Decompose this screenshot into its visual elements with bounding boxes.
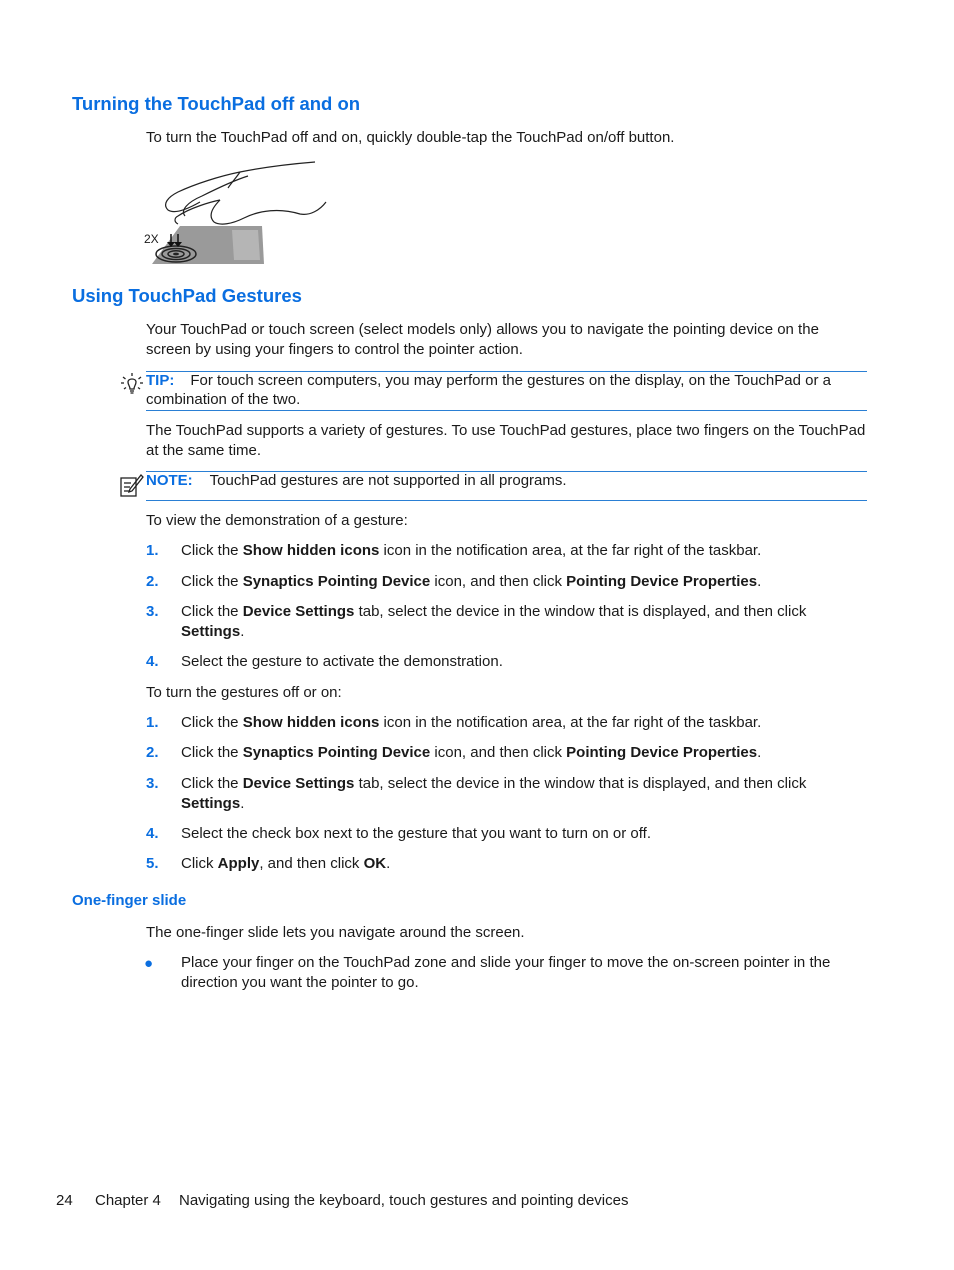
step-text: [181, 854, 871, 874]
step-emphasis: Device Settings: [242, 603, 355, 620]
step-text: [181, 541, 871, 561]
step-emphasis: Settings: [181, 795, 241, 812]
step-number: 2.: [146, 744, 159, 761]
tap-target-icon: [156, 246, 196, 262]
note-label: NOTE:: [146, 472, 193, 489]
hand-outline: [166, 162, 326, 224]
step-number: 3.: [146, 775, 159, 792]
step-emphasis: Settings: [181, 623, 241, 640]
step-text-part: , and then click: [259, 855, 364, 872]
step-number: 5.: [146, 855, 159, 872]
lightbulb-icon: [120, 372, 144, 398]
step-text-part: .: [386, 855, 391, 872]
step-text-part: icon, and then click: [430, 573, 567, 590]
step-text-part: icon in the notification area, at the far right of the taskbar.: [379, 714, 762, 731]
step-text-part: .: [757, 744, 762, 761]
step-text: [181, 743, 871, 763]
step-text-part: icon, and then click: [430, 744, 567, 761]
step-emphasis: Pointing Device Properties: [566, 573, 758, 590]
step-text: [181, 652, 871, 672]
step-text: [181, 824, 871, 844]
step-text-part: Click the: [181, 573, 243, 590]
step-text-part: .: [240, 795, 245, 812]
step-text-part: Click the: [181, 744, 243, 761]
heading-one-finger-slide: One-finger slide: [72, 892, 187, 909]
step-emphasis: Pointing Device Properties: [566, 744, 758, 761]
double-tap-figure: [140, 158, 340, 268]
heading-turning-touchpad: Turning the TouchPad off and on: [72, 93, 361, 114]
note-text: TouchPad gestures are not supported in all programs.: [209, 472, 567, 489]
note-bottom-rule: [146, 500, 867, 501]
step-text: [181, 713, 871, 733]
step-emphasis: Device Settings: [242, 775, 355, 792]
step-text-part: .: [757, 573, 762, 590]
touchpad-illustration: [140, 158, 340, 268]
touchpad-button: [232, 230, 260, 260]
one-finger-bullet-text: Place your finger on the TouchPad zone and slide your finger to move the on-screen pointer in the direction you want the pointer to go.: [181, 954, 831, 991]
note-box: [146, 471, 870, 491]
step-text: [181, 602, 871, 642]
step-text-part: Click the: [181, 714, 243, 731]
step-text-part: tab, select the device in the window that is displayed, and then click: [354, 603, 807, 620]
step-number: 4.: [146, 825, 159, 842]
note-pencil-icon: [118, 472, 144, 498]
figure-label-2x: 2X: [144, 232, 159, 246]
step-text-part: icon in the notification area, at the far right of the taskbar.: [379, 542, 762, 559]
step-number: 1.: [146, 714, 159, 731]
tip-label: TIP:: [146, 372, 175, 389]
step-emphasis: Synaptics Pointing Device: [242, 744, 431, 761]
tip-box: [146, 371, 870, 409]
step-text-part: Select the gesture to activate the demonstration.: [181, 653, 503, 670]
step-emphasis: Show hidden icons: [242, 542, 380, 559]
footer-chapter-title: Navigating using the keyboard, touch gestures and pointing devices: [179, 1192, 629, 1209]
heading-using-gestures: Using TouchPad Gestures: [72, 285, 302, 306]
step-text-part: Click the: [181, 603, 243, 620]
toggle-intro: To turn the gestures off or on:: [146, 684, 342, 701]
step-text-part: Click: [181, 855, 218, 872]
page-number: 24: [56, 1192, 73, 1209]
step-text-part: .: [240, 623, 245, 640]
demo-intro: To view the demonstration of a gesture:: [146, 512, 408, 529]
step-number: 3.: [146, 603, 159, 620]
one-finger-paragraph: The one-finger slide lets you navigate around the screen.: [146, 924, 525, 941]
step-number: 1.: [146, 542, 159, 559]
step-text-part: Click the: [181, 542, 243, 559]
step-number: 4.: [146, 653, 159, 670]
step-text-part: tab, select the device in the window that is displayed, and then click: [354, 775, 807, 792]
step-text-part: Click the: [181, 775, 243, 792]
touchpad-onoff-paragraph: To turn the TouchPad off and on, quickly double-tap the TouchPad on/off button.: [146, 129, 675, 146]
step-text-part: Select the check box next to the gesture that you want to turn on or off.: [181, 825, 652, 842]
gestures-intro-paragraph: Your TouchPad or touch screen (select models only) allows you to navigate the pointing device on the screen by using your fingers to control the pointer action.: [146, 321, 819, 358]
bullet-dot-icon: ●: [144, 955, 154, 972]
step-number: 2.: [146, 573, 159, 590]
step-text: [181, 572, 871, 592]
step-emphasis: OK: [363, 855, 387, 872]
step-text: [181, 774, 871, 814]
gestures-support-paragraph: The TouchPad supports a variety of gestures. To use TouchPad gestures, place two fingers on the TouchPad at the same time.: [146, 422, 866, 459]
step-emphasis: Show hidden icons: [242, 714, 380, 731]
tip-bottom-rule: [146, 410, 867, 411]
step-emphasis: Apply: [217, 855, 260, 872]
step-emphasis: Synaptics Pointing Device: [242, 573, 431, 590]
tip-text: For touch screen computers, you may perform the gestures on the display, on the TouchPad or a combination of the two.: [146, 372, 831, 408]
footer-chapter: Chapter 4: [95, 1192, 161, 1209]
